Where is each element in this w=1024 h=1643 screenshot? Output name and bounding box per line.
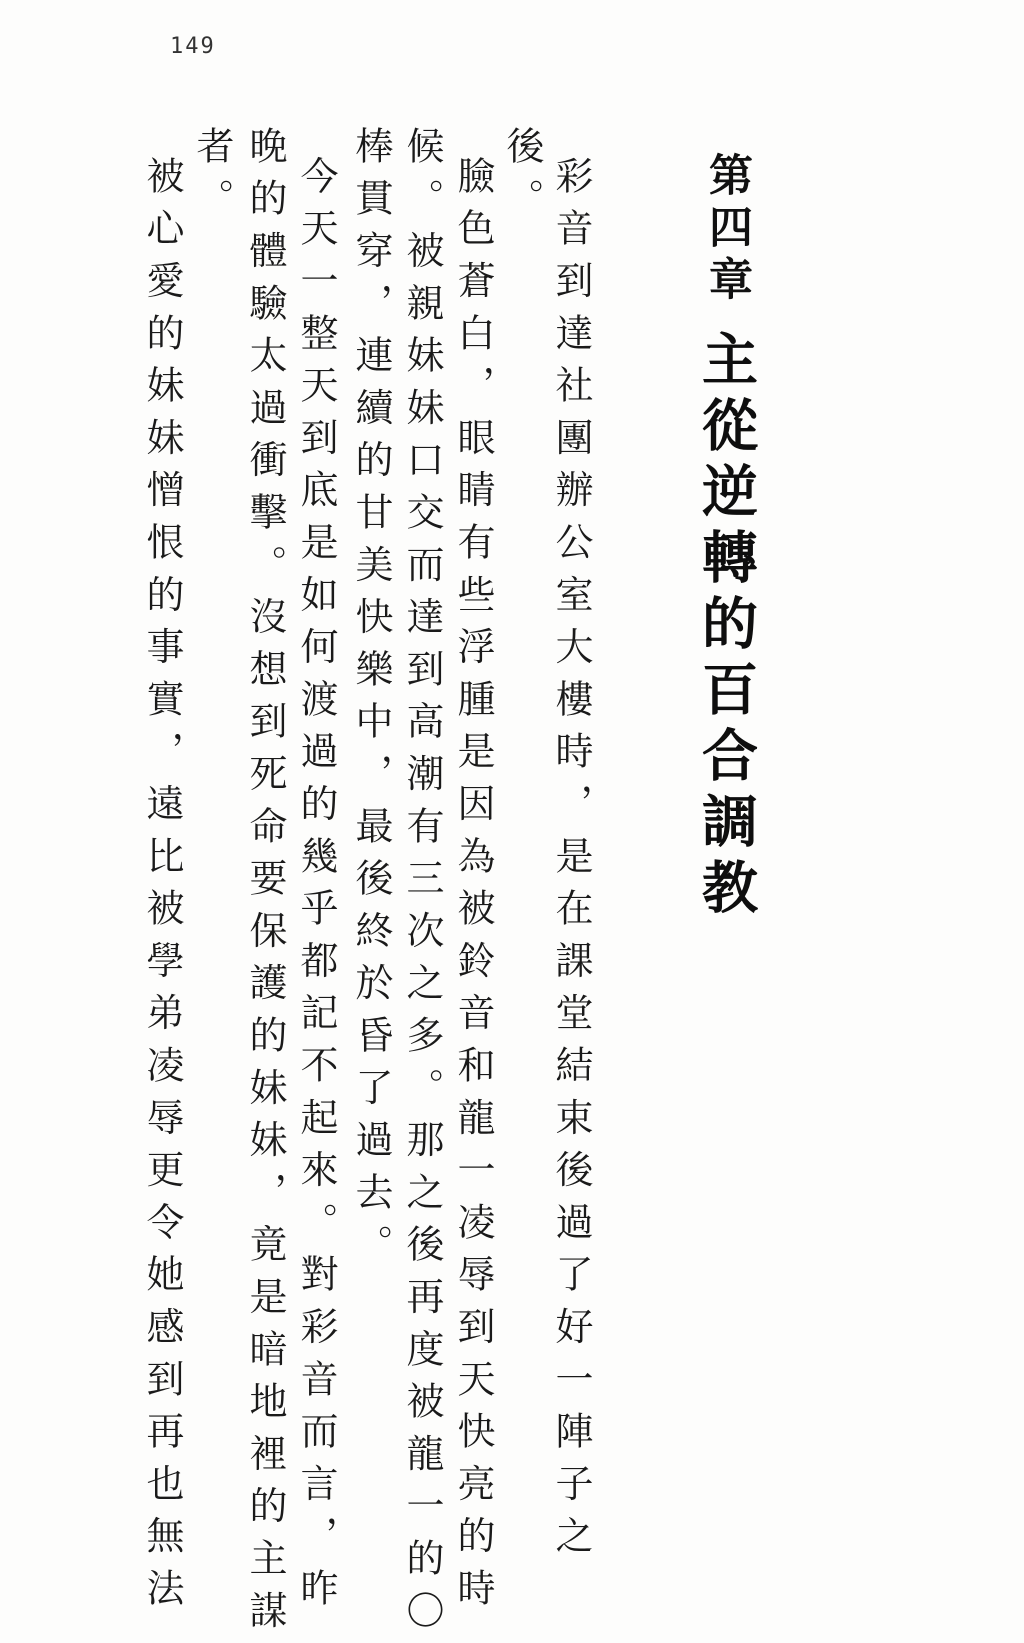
chapter-title: 主從逆轉的百合調教	[693, 330, 759, 924]
body-line-8: 者。	[190, 126, 234, 231]
body-line-1: 彩音到達社團辦公室大樓時，是在課堂結束後過了好一陣子之	[549, 156, 593, 1569]
body-line-3: 臉色蒼白，眼睛有些浮腫是因為被鈴音和龍一凌辱到天快亮的時	[451, 156, 495, 1621]
body-line-2: 後。	[500, 126, 544, 231]
body-line-7: 晚的體驗太過衝擊。沒想到死命要保護的妹妹，竟是暗地裡的主謀	[243, 126, 287, 1643]
body-line-6: 今天一整天到底是如何渡過的幾乎都記不起來。對彩音而言，昨	[294, 156, 338, 1621]
page-number: 149	[170, 34, 216, 59]
body-line-4: 候。被親妹妹口交而達到高潮有三次之多。那之後再度被龍一的〇	[400, 126, 444, 1643]
chapter-label: 第四章	[701, 152, 752, 308]
body-line-9: 被心愛的妹妹憎恨的事實，遠比被學弟凌辱更令她感到再也無法	[140, 156, 184, 1621]
body-line-5: 棒貫穿，連續的甘美快樂中，最後終於昏了過去。	[349, 126, 393, 1277]
